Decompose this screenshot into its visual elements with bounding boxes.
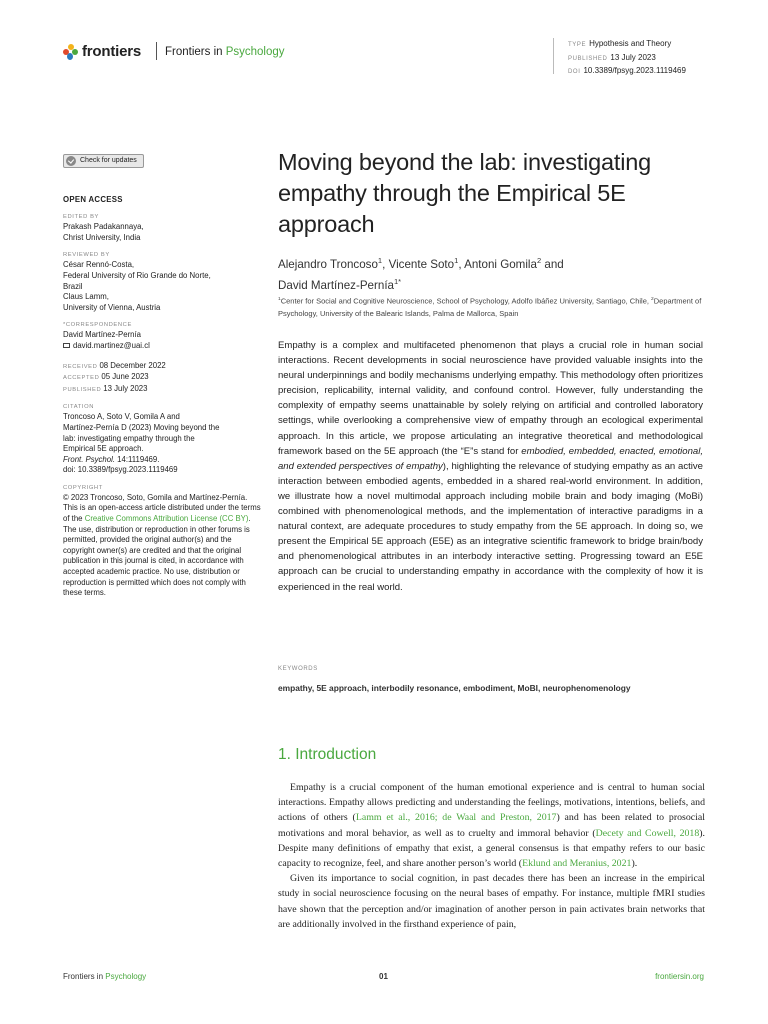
page-header [63, 40, 713, 80]
section-heading-introduction: 1. Introduction [278, 746, 377, 763]
footer-site-link[interactable]: frontiersin.org [655, 972, 704, 981]
keywords-label: KEYWORDS [278, 666, 318, 672]
copyright: © 2023 Troncoso, Soto, Gomila and Martínez-Pernía. This is an open-access article distributed under the terms of the Creative Commons Attribution License (CC BY). The use, distribution or reproduction in other forums is permitted, provided the original author(s) and the copyright owner(s) are credited and that the original publication in this journal is cited, in accordance with accepted academic practice. No use, distribution or reproduction is permitted which does not comply with these terms. [63, 492, 261, 598]
introduction-body [278, 780, 705, 932]
article-title: Moving beyond the lab: investigating empathy through the Empirical 5E approach [278, 149, 651, 237]
reference-link[interactable]: Eklund and Meranius, 2021 [522, 858, 632, 870]
reference-link[interactable]: Lamm et al., 2016; de Waal and Preston, 2017 [355, 812, 557, 824]
author[interactable]: Antoni Gomila$^2$ [464, 256, 542, 271]
footer-journal[interactable]: Frontiers in Psychology [63, 972, 147, 981]
author[interactable]: David Martínez-Pernía$^{1*}$ [278, 276, 402, 292]
check-icon [66, 156, 76, 166]
reviewed-by: César Rennó-Costa, Federal University of Rio Grande do Norte, Brazil Claus Lamm, University of Vienna, Austria [63, 260, 211, 312]
correspondence: David Martínez-Pernía david.martinez@uai.cl [63, 330, 263, 351]
article-meta [553, 38, 686, 74]
open-access-label: OPEN ACCESS [63, 194, 123, 204]
edited-by: Prakash Padakannaya, Christ University, India [63, 222, 144, 242]
header-divider [156, 42, 157, 60]
journal-title: Psychology [225, 46, 285, 58]
paragraph: Empathy is a crucial component of the human emotional experience and is central to human social interactions. Empathy allows predicting and understanding the feelings, motivations, intentions, beliefs, and actions of others (Lamm et al., 2016; de Waal and Preston, 2017) and has been related to prosocial motivations and moral behavior, as well as to cruelty and immoral behavior (Decety and Cowell, 2018). Despite many definitions of empathy that exist, a general consensus is that empathy refers to our basic capacity to recognize, feel, and share another person’s world (Eklund and Meranius, 2021). [278, 782, 706, 870]
citation: Troncoso A, Soto V, Gomila A and Martínez-Pernía D (2023) Moving beyond the lab: investigating empathy through the Empirical 5E approach. Front. Psychol. 14:1119469. doi: 10.3389/fpsyg.2023.1119469 [63, 412, 220, 475]
page-footer [63, 972, 704, 986]
reviewed-by-label: REVIEWED BY [63, 252, 110, 259]
correspondence-email[interactable]: david.martinez@uai.cl [63, 341, 263, 352]
citation-label: CITATION [63, 404, 94, 411]
page-number: 01 [379, 972, 388, 981]
abstract: Empathy is a complex and multifaceted phenomenon that plays a crucial role in human social interactions. Recent developments in social neuroscience have provided valuable insights into the neural underpinnings and bodily mechanisms underlying empathy. This methodology often prioritizes precision, replicability, internal validity, and confound control. However, fully understanding the complexity of empathy seems unattainable by solely relying on artificial and controlled laboratory settings, while overlooking a comprehensive view of empathy through an ecological experimental approach. In this article, we propose articulating an integrative theoretical and methodological framework based on the 5E approach (the “E”s stand for embodied, embedded, enacted, emotional, and extended perspectives of empathy), highlighting the relevance of studying empathy as an active interaction between embodied agents, embedded in a shared real-world environment. In addition, we illustrate how a novel multimodal approach including mobile brain and body imaging (MoBi) combined with phenomenological methods, and the implementation of interactive paradigms in a natural context, are adequate procedures to study empathy from the 5E approach. In doing so, we present the Empirical 5E approach (E5E) as an integrative scientific framework to bridge brain/body and phenomenological attributes in an interbody interactive setting. Progressing toward an E5E approach can be crucial to understanding empathy in accordance with the complexity of how it is experienced in the real world. [278, 340, 703, 593]
brand-name: frontiers [82, 43, 142, 60]
paragraph: Given its importance to social cognition, in past decades there has been an increase in the empirical study in social neuroscience focusing on the neural bases of empathy. For instance, multiple fMRI studies have shown that the perception and/or imagination of another person in pain activates brain networks that are additionally involved in the firsthand experience of pain, [278, 873, 705, 930]
mail-icon [63, 343, 70, 348]
journal-prefix: Frontiers in [165, 46, 226, 58]
correspondence-label: *CORRESPONDENCE [63, 322, 132, 329]
edited-by-label: EDITED BY [63, 214, 100, 221]
article-dates: RECEIVED 08 December 2022 ACCEPTED 05 June 2023 PUBLISHED 13 July 2023 [63, 360, 166, 393]
author-list: Alejandro Troncoso$^1$, Vicente Soto$^1$, Antoni Gomila$^2$ and David Martínez-Pernía$^{1*}$ [278, 256, 564, 292]
frontiers-logo-icon [63, 44, 78, 60]
keywords: empathy, 5E approach, interbodily resonance, embodiment, MoBI, neurophenomenology [278, 683, 631, 693]
reference-link[interactable]: Decety and Cowell, 2018 [595, 827, 700, 839]
affiliations: $^1$Center for Social and Cognitive Neuroscience, School of Psychology, Adolfo Ibáñez University, Santiago, Chile, $^2$Department of Psychology, University of the Balearic Islands, Palma de Mallorca, Spain [278, 296, 702, 318]
meta-doi[interactable]: DOI 10.3389/fpsyg.2023.1119469 [568, 66, 686, 75]
sidebar [63, 154, 263, 599]
check-updates-label: Check for updates [80, 156, 137, 164]
meta-published: PUBLISHED 13 July 2023 [568, 52, 656, 62]
copyright-label: COPYRIGHT [63, 484, 103, 491]
author[interactable]: Alejandro Troncoso$^1$ [278, 256, 383, 271]
cc-by-link[interactable]: Creative Commons Attribution License (CC BY) [84, 514, 249, 524]
journal-name[interactable] [165, 46, 285, 58]
author[interactable]: Vicente Soto$^1$ [388, 256, 459, 271]
check-for-updates-button[interactable] [63, 154, 144, 168]
meta-type: TYPE Hypothesis and Theory [568, 39, 672, 48]
frontiers-logo[interactable] [63, 43, 141, 60]
